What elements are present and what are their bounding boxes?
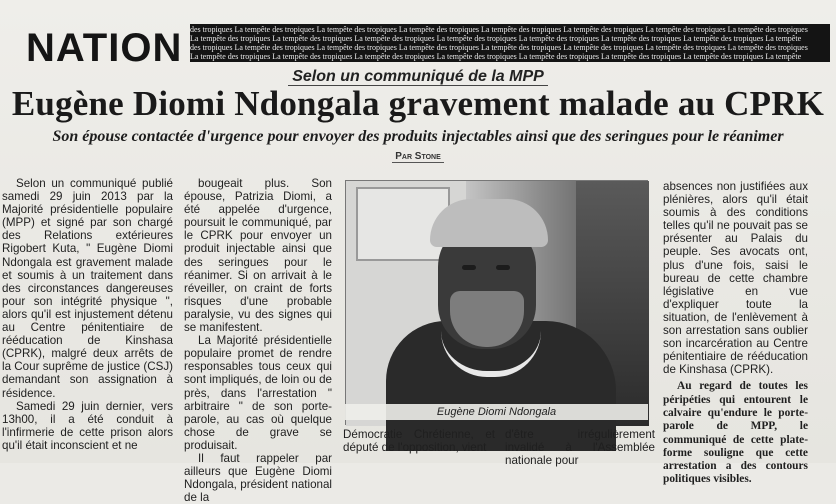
article-column-4: [505, 428, 655, 468]
paragraph: Il faut rappeler par ailleurs que Eugène Diomi Ndongala, président national de la: [184, 451, 332, 504]
photo-subject-eye: [496, 265, 510, 270]
byline-text: Par Stone: [392, 151, 444, 163]
paragraph: La Majorité présidentielle populaire promet de rendre responsables tous ceux qui sont impliqués, de loin ou de près, dans l'arrestation " arbitraire " de son porte-parole, au cas où quelque chose de grave se produisait.: [184, 334, 332, 452]
article-headline: Eugène Diomi Ndongala gravement malade au CPRK: [11, 84, 825, 123]
photo-caption: Eugène Diomi Ndongala: [345, 404, 648, 420]
section-label: NATION: [26, 26, 183, 70]
photo-subject-hat: [430, 199, 548, 247]
paragraph: Démocratie Chrétienne, et député de l'opposition, vient: [343, 428, 495, 455]
article-subhead: Son épouse contactée d'urgence pour envoyer des produits injectables ainsi que des seringues pour le réanimer: [52, 128, 784, 145]
article-column-1: [2, 177, 173, 463]
article-column-3: [343, 428, 495, 468]
article-column-2: [184, 177, 332, 504]
article-byline: [0, 151, 836, 162]
paragraph-bold: Au regard de toutes les péripéties qui entourent le calvaire qu'endure le porte-parole de MPP, le communiqué de cette plate-forme souligne que cette arrestation a des contours politiques visibles.: [663, 380, 808, 486]
paragraph: bougeait plus. Son épouse, Patrizia Diomi, a été appelée d'urgence, poursuit le communiqué, par le CPRK pour envoyer un produit injectable ainsi que des seringues pour le réanimer. Si on arrivait à le réveiller, on craint de forts risques d'une probable paralysie, vu des signes qui se manifestent.: [184, 177, 332, 335]
photo-subject-eye: [462, 265, 476, 270]
paragraph: Samedi 29 juin dernier, vers 13h00, il a été conduit à l'infirmerie de cette prison alors qu'il était inconscient et ne: [2, 399, 173, 452]
section-banner: [190, 24, 830, 62]
kicker-text: Selon un communiqué de la MPP: [288, 68, 548, 86]
article-photo: [345, 180, 648, 425]
banner-line: La tempête des tropiques La tempête des tropiques La tempête des tropiques La tempête des tropiques La tempête des tropiques La tempête des tropiques La tempête des tropiques La tempête: [190, 52, 802, 61]
article-column-5: [663, 180, 808, 486]
banner-line: des tropiques La tempête des tropiques La tempête des tropiques La tempête des tropiques La tempête des tropiques La tempête des tropiques La tempête des tropiques La tempête des tropiques: [190, 43, 808, 52]
banner-line: La tempête des tropiques La tempête des tropiques La tempête des tropiques La tempête des tropiques La tempête des tropiques La tempête des tropiques La tempête des tropiques La tempête: [190, 34, 802, 43]
banner-line: des tropiques La tempête des tropiques La tempête des tropiques La tempête des tropiques La tempête des tropiques La tempête des tropiques La tempête des tropiques La tempête des tropiques: [190, 25, 808, 34]
paragraph: d'être irrégulièrement invalidé à l'Assemblée nationale pour: [505, 428, 655, 468]
paragraph: absences non justifiées aux plénières, alors qu'il était soumis à des conditions telles qu'il ne pouvait pas se présenter au Palais du peuple. Ses avocats ont, plus d'une fois, saisi le bureau de cette chambre législative en vue d'expliquer toute la situation, de l'enlèvement à son arrestation sans oublier son incarcération au Centre pénitentiaire de rééducation de Kinshasa (CPRK).: [663, 180, 808, 377]
paragraph: Selon un communiqué publié samedi 29 juin 2013 par la Majorité présidentielle populaire (MPP) et signé par son chargé des Relations extérieures Rigobert Kuta, " Eugène Diomi Ndongala est gravement malade et soumis à un traitement dans des circonstances dangereuses pour son intégrité physique ", alors qu'il est injustement détenu au Centre pénitentiaire de rééducation de Kinshasa (CPRK), malgré deux arrêts de la Cour suprême de justice (CSJ) demandant son assignation à résidence.: [2, 177, 173, 400]
